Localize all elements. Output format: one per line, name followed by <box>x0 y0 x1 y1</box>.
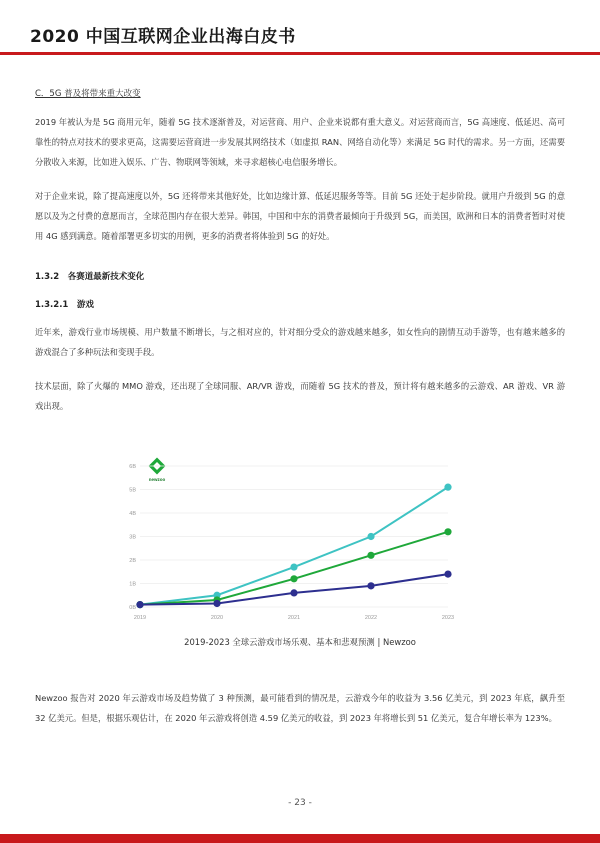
page-number: - 23 - <box>288 798 312 808</box>
section-heading-gaming: 1.3.2.1 游戏 <box>35 300 94 310</box>
y-tick-label: 6B <box>129 464 136 470</box>
paragraph-newzoo-forecast: Newzoo 报告对 2020 年云游戏市场及趋势做了 3 种预测，最可能看到的情况是，云游戏今年的收益为 3.56 亿美元，到 2023 年底，飙升至 32 亿美元。但是，根据乐观估计，在 2020 年云游戏将创造 4.59 亿美元的收益，到 2023 年将增长到 51 亿美元，复合年增长率为 123%。 <box>35 693 565 723</box>
y-tick-label: 3B <box>129 534 136 541</box>
data-point-悲观 <box>367 582 374 589</box>
data-point-悲观 <box>290 589 297 596</box>
data-point-乐观 <box>290 563 297 570</box>
data-point-基本 <box>290 575 297 582</box>
data-point-悲观 <box>213 600 220 607</box>
x-tick-label: 2023 <box>441 615 455 621</box>
x-tick-label: 2020 <box>210 615 224 621</box>
paragraph-5g-enterprises: 对于企业来说，除了提高速度以外，5G 还将带来其他好处，比如边缘计算、低延迟服务等等。目前 5G 还处于起步阶段。就用户升级到 5G 的意愿以及为之付费的意愿而言，全球范围内存在很大差异。韩国，中国和中东的消费者最倾向于升级到 5G，而美国，欧洲和日本的消费者暂时对使用 4G 感到满意。随着部署更多切实的用例，更多的消费者将体验到 5G 的好处。 <box>35 191 565 241</box>
section-heading-tech-changes: 1.3.2 各赛道最新技术变化 <box>35 272 145 282</box>
x-tick-label: 2019 <box>133 615 147 621</box>
paragraph-gaming-market: 近年来，游戏行业市场规模、用户数量不断增长，与之相对应的，针对细分受众的游戏越来越多，如女性向的剧情互动手游等，也有越来越多的游戏混合了多种玩法和变现手段。 <box>35 327 565 357</box>
chart-caption: 2019-2023 全球云游戏市场乐观、基本和悲观预测 | Newzoo <box>184 637 416 647</box>
document-title: 2020 中国互联网企业出海白皮书 <box>30 27 296 47</box>
newzoo-logo-text: newzoo <box>148 477 166 482</box>
data-point-悲观 <box>136 601 143 608</box>
data-point-悲观 <box>444 571 451 578</box>
y-tick-label: 2B <box>129 558 136 564</box>
y-tick-label: 4B <box>129 511 136 517</box>
x-tick-label: 2021 <box>287 615 301 621</box>
newzoo-logo <box>149 458 166 482</box>
section-heading-5g: C．5G 普及将带来重大改变 <box>35 89 141 99</box>
cloud-gaming-chart <box>118 456 478 624</box>
data-point-乐观 <box>444 484 451 491</box>
data-point-基本 <box>367 552 374 559</box>
chart-canvas <box>118 456 478 624</box>
x-tick-label: 2022 <box>364 615 378 621</box>
paragraph-5g-operators: 2019 年被认为是 5G 商用元年，随着 5G 技术逐渐普及，对运营商、用户、企业来说都有重大意义。对运营商而言，5G 高速度、低延迟、高可靠性的特点对技术的要求更高，这需要运营商进一步发展其网络技术（如虚拟 RAN、网络自动化等）来满足 5G 时代的需求。另一方面，还需要分散收入来源，比如进入娱乐、广告、物联网等领域，来寻求超核心电信服务增长。 <box>35 117 565 167</box>
paragraph-gaming-tech: 技术层面，除了火爆的 MMO 游戏，还出现了全球同服、AR/VR 游戏，而随着 5G 技术的普及，预计将有越来越多的云游戏、AR 游戏、VR 游戏出现。 <box>35 381 565 411</box>
data-point-乐观 <box>367 533 374 540</box>
header-divider <box>0 52 600 55</box>
data-point-基本 <box>444 528 451 535</box>
y-tick-label: 5B <box>129 487 136 494</box>
footer-bar <box>0 834 600 843</box>
y-tick-label: 1B <box>129 581 136 588</box>
y-tick-label: 0B <box>129 605 136 611</box>
